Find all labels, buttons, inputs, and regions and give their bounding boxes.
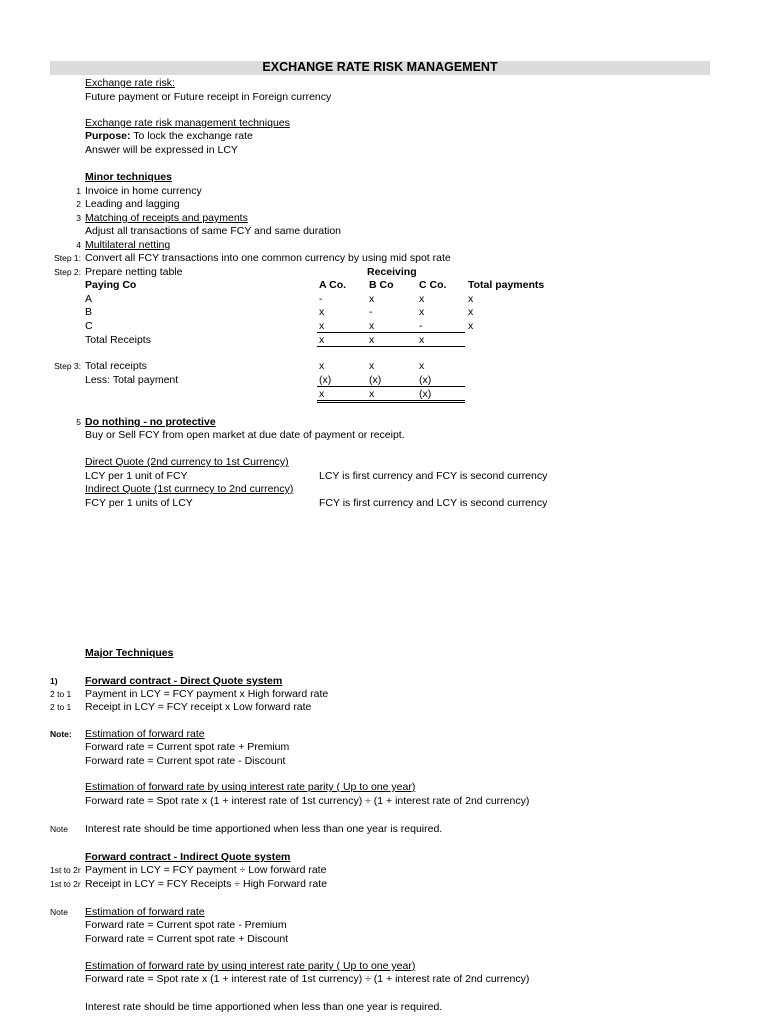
risk-text: Future payment or Future receipt in Foreign currency — [85, 91, 332, 103]
table-cell: (x) — [419, 388, 432, 400]
col-header: Total payments — [468, 279, 545, 291]
minor-item: Matching of receipts and payments — [85, 212, 248, 224]
fc-direct-heading: Forward contract - Direct Quote system — [85, 675, 283, 687]
table-rule — [317, 386, 465, 387]
table-cell: (x) — [319, 374, 332, 386]
table-cell: x — [468, 293, 474, 305]
answer-text: Answer will be expressed in LCY — [85, 144, 238, 156]
fc-indirect-heading: Forward contract - Indirect Quote system — [85, 851, 291, 863]
col-header: C Co. — [419, 279, 447, 291]
row-label: Total Receipts — [85, 334, 151, 346]
table-rule — [317, 332, 465, 333]
table-rule — [317, 400, 465, 401]
table-cell: - — [419, 320, 423, 332]
indirect-quote-note: FCY is first currency and LCY is second currency — [319, 497, 548, 509]
estimation-line: Forward rate = Current spot rate + Discount — [85, 933, 289, 945]
table-cell: x — [369, 293, 375, 305]
table-cell: x — [319, 306, 325, 318]
row-label: B — [85, 306, 93, 318]
table-cell: x — [369, 388, 375, 400]
table-cell: (x) — [369, 374, 382, 386]
major-num: 1) — [50, 676, 58, 686]
estimation-line: Forward rate = Current spot rate - Discount — [85, 755, 286, 767]
purpose-text: To lock the exchange rate — [130, 130, 253, 142]
direct-receipt-formula: Receipt in LCY = FCY receipt x Low forward rate — [85, 701, 312, 713]
direct-quote-text: LCY per 1 unit of FCY — [85, 470, 188, 482]
minor-item-num: 3 — [76, 213, 81, 223]
irp-formula: Forward rate = Spot rate x (1 + interest rate of 1st currency) ÷ (1 + interest rate of 2nd currency) — [85, 973, 530, 985]
irp-formula: Forward rate = Spot rate x (1 + interest rate of 1st currency) ÷ (1 + interest rate of 2nd currency) — [85, 795, 530, 807]
table-cell: x — [468, 320, 474, 332]
step2-label: Step 2: — [54, 267, 81, 277]
table-cell: x — [319, 360, 325, 372]
matching-detail: Adjust all transactions of same FCY and same duration — [85, 225, 342, 237]
row-label: C — [85, 320, 93, 332]
item5-detail: Buy or Sell FCY from open market at due date of payment or receipt. — [85, 429, 405, 441]
col-header: A Co. — [319, 279, 347, 291]
table-cell: x — [419, 306, 425, 318]
indirect-quote-text: FCY per 1 units of LCY — [85, 497, 193, 509]
minor-item-num: 1 — [76, 186, 81, 196]
table-cell: x — [319, 388, 325, 400]
indirect-receipt-formula: Receipt in LCY = FCY Receipts ÷ High Forward rate — [85, 878, 328, 890]
table-cell: x — [369, 320, 375, 332]
minor-heading: Minor techniques — [85, 171, 172, 183]
purpose-label: Purpose: — [85, 130, 131, 142]
table-cell: x — [419, 293, 425, 305]
indirect-quote-heading: Indirect Quote (1st currnecy to 2nd currency) — [85, 483, 294, 495]
direction-label: 1st to 2r — [50, 879, 81, 889]
risk-heading: Exchange rate risk: — [85, 77, 175, 89]
step1-label: Step 1: — [54, 253, 81, 263]
minor-item-num: 2 — [76, 199, 81, 209]
estimation-line: Forward rate = Current spot rate + Premium — [85, 741, 290, 753]
table-cell: (x) — [419, 374, 432, 386]
direction-label: 2 to 1 — [50, 689, 72, 699]
page-title: EXCHANGE RATE RISK MANAGEMENT — [262, 60, 498, 74]
table-cell: x — [468, 306, 474, 318]
table-cell: x — [419, 360, 425, 372]
table-cell: - — [319, 293, 323, 305]
direction-label: 2 to 1 — [50, 702, 72, 712]
table-cell: - — [369, 306, 373, 318]
minor-item: Multilateral netting — [85, 239, 171, 251]
table-cell: x — [369, 360, 375, 372]
note-label: Note — [50, 907, 68, 917]
table-cell: x — [319, 320, 325, 332]
col-header: B Co — [369, 279, 394, 291]
minor-item: Invoice in home currency — [85, 185, 202, 197]
row-label: Less: Total payment — [85, 374, 179, 386]
minor-item: Do nothing - no protective — [85, 416, 216, 428]
step1-text: Convert all FCY transactions into one common currency by using mid spot rate — [85, 252, 451, 264]
row-label: A — [85, 293, 93, 305]
minor-item-num: 5 — [76, 417, 81, 427]
direct-payment-formula: Payment in LCY = FCY payment x High forward rate — [85, 688, 329, 700]
techniques-heading: Exchange rate risk management techniques — [85, 117, 290, 129]
irp-heading: Estimation of forward rate by using interest rate parity ( Up to one year) — [85, 960, 416, 972]
receiving-label: Receiving — [367, 266, 417, 278]
irp-heading: Estimation of forward rate by using interest rate parity ( Up to one year) — [85, 781, 416, 793]
final-note-text: Interest rate should be time apportioned when less than one year is required. — [85, 1001, 443, 1013]
direction-label: 1st to 2r — [50, 865, 81, 875]
row-label: Total receipts — [85, 360, 147, 372]
estimation-line: Forward rate = Current spot rate - Premium — [85, 919, 287, 931]
direct-quote-heading: Direct Quote (2nd currency to 1st Currency) — [85, 456, 289, 468]
note-label: Note: — [50, 729, 72, 739]
indirect-payment-formula: Payment in LCY = FCY payment ÷ Low forward rate — [85, 864, 327, 876]
minor-item-num: 4 — [76, 240, 81, 250]
paying-co-label: Paying Co — [85, 279, 137, 291]
purpose-line — [85, 130, 253, 142]
table-rule — [317, 402, 465, 403]
minor-item: Leading and lagging — [85, 198, 180, 210]
note-label: Note — [50, 824, 68, 834]
step2-text: Prepare netting table — [85, 266, 183, 278]
table-cell: x — [369, 334, 375, 346]
direct-quote-note: LCY is first currency and FCY is second currency — [319, 470, 548, 482]
note-text: Interest rate should be time apportioned when less than one year is required. — [85, 823, 443, 835]
table-cell: x — [319, 334, 325, 346]
estimation-heading: Estimation of forward rate — [85, 906, 205, 918]
table-cell: x — [419, 334, 425, 346]
estimation-heading: Estimation of forward rate — [85, 728, 205, 740]
step3-label: Step 3: — [54, 361, 81, 371]
major-heading: Major Techniques — [85, 647, 174, 659]
table-rule — [317, 346, 465, 347]
